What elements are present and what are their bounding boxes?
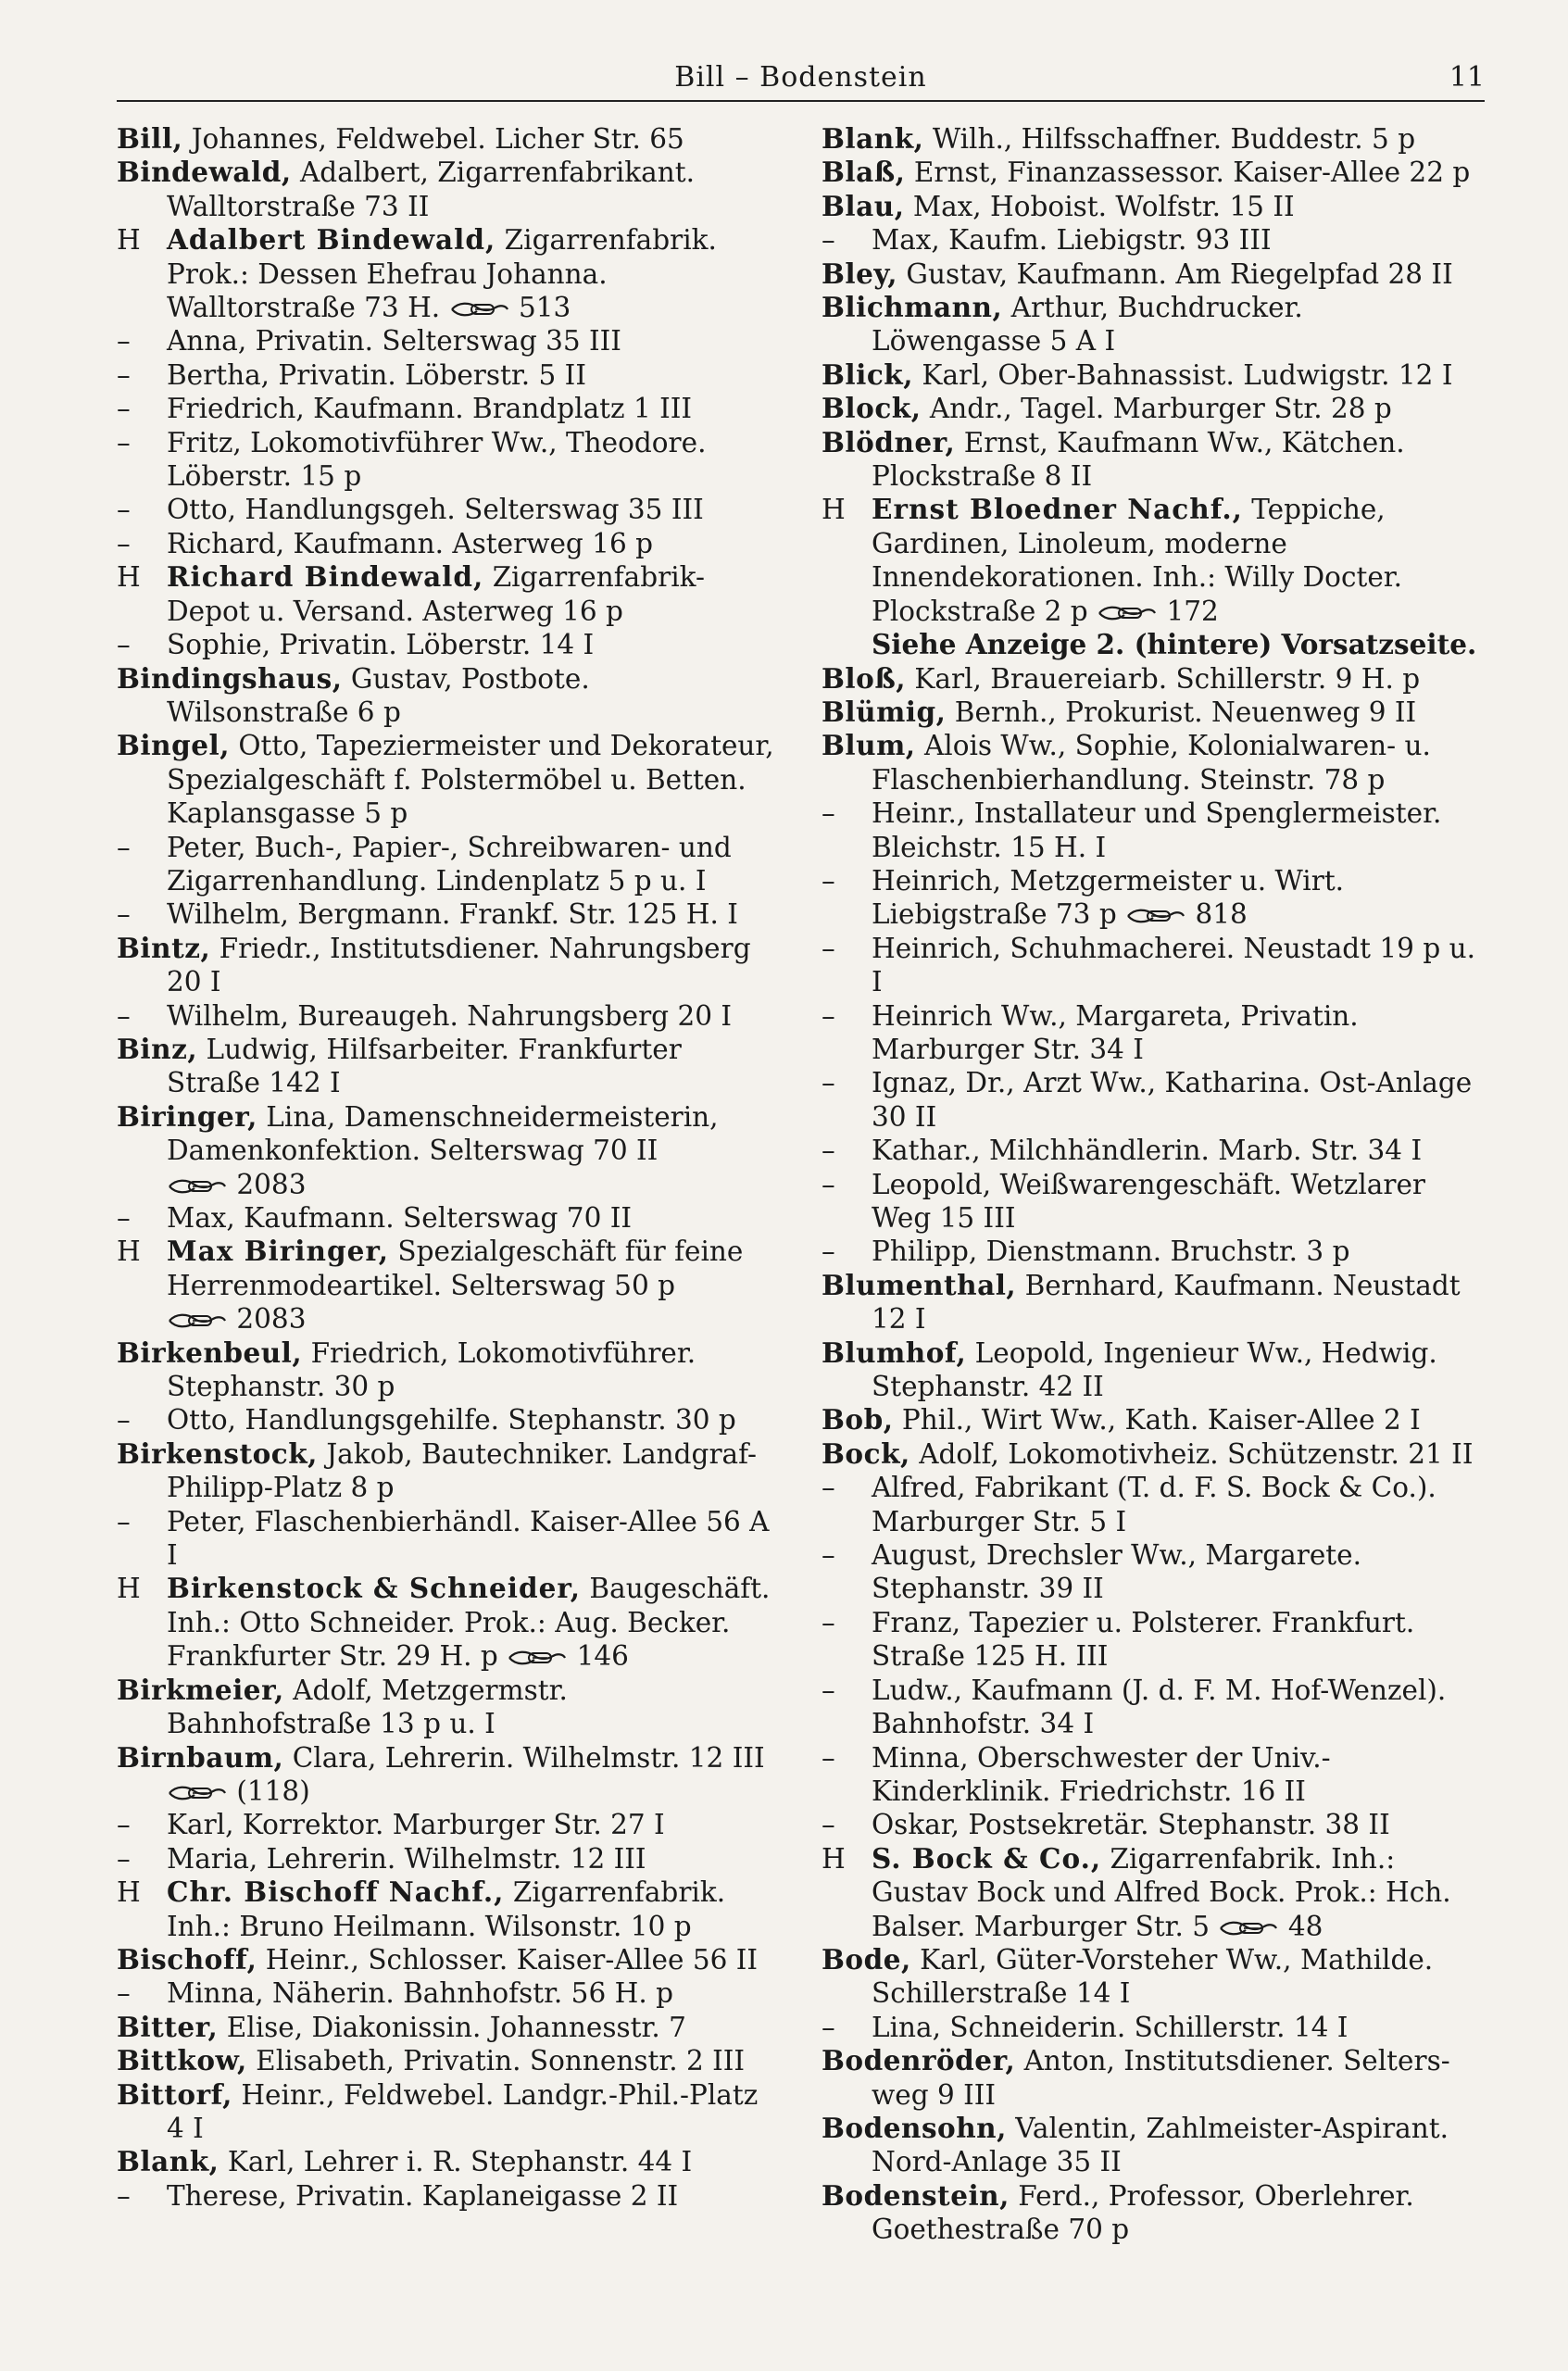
- entry-surname: Bob,: [822, 1403, 894, 1436]
- entry-details: Kathar., Milchhändlerin. Marb. Str. 34 I: [872, 1135, 1423, 1167]
- directory-entry: [822, 1437, 1481, 1471]
- entry-dash: –: [117, 358, 131, 391]
- directory-entry: [822, 156, 1481, 189]
- entry-details: Spezialgeschäft für feine Herrenmodeartikel. Selterswag 50 p: [167, 1236, 744, 1301]
- phone-number: (118): [236, 1775, 310, 1807]
- firm-register-marker: H: [117, 224, 141, 257]
- entry-details: Karl, Lehrer i. R. Stephanstr. 44 I: [227, 2146, 693, 2178]
- entry-surname: Blum,: [822, 729, 916, 762]
- entry-dash: –: [117, 898, 131, 931]
- entry-dash: –: [117, 999, 131, 1032]
- page-number: 11: [1449, 61, 1485, 94]
- directory-entry: [822, 358, 1481, 392]
- directory-subentry: [117, 392, 776, 425]
- directory-subentry: [117, 1808, 776, 1841]
- entry-dash: –: [117, 629, 131, 661]
- entry-dash: –: [822, 864, 835, 897]
- entry-details: Philipp, Dienstmann. Bruchstr. 3 p: [872, 1236, 1350, 1268]
- directory-entry: [822, 1269, 1481, 1336]
- entry-surname: Bodenröder,: [822, 2044, 1016, 2077]
- entry-details: Friedr., Institutsdiener. Nahrungsberg 20 I: [167, 932, 751, 998]
- entry-surname: Bingel,: [117, 729, 230, 762]
- firm-name: Max Biringer,: [167, 1235, 390, 1268]
- telephone-icon: [1125, 907, 1186, 925]
- directory-entry: [822, 291, 1481, 358]
- directory-entry: [117, 122, 776, 156]
- entry-surname: Bodenstein,: [822, 2178, 1010, 2212]
- entry-details: Minna, Näherin. Bahnhofstr. 56 H. p: [167, 1977, 673, 2010]
- directory-entry: [117, 932, 776, 999]
- entry-details: Anna, Privatin. Selterswag 35 III: [167, 325, 621, 358]
- entry-details: Wilhelm, Bureaugeh. Nahrungsberg 20 I: [167, 999, 733, 1032]
- directory-entry: [822, 1403, 1481, 1436]
- entry-details: Friedrich, Kaufmann. Brandplatz 1 III: [167, 393, 693, 425]
- entry-details: Anton, Institutsdiener. Selters-weg 9 III: [872, 2045, 1450, 2111]
- entry-details: Zigarrenfabrik. Inh.: Bruno Heilmann. Wilsonstr. 10 p: [167, 1876, 726, 1942]
- entry-details: Leopold, Weißwarengeschäft. Wetzlarer Weg 15 III: [872, 1168, 1426, 1234]
- entry-dash: –: [822, 1539, 835, 1572]
- entry-surname: Block,: [822, 392, 922, 425]
- entry-details: Karl, Brauereiarb. Schillerstr. 9 H. p: [914, 662, 1421, 695]
- entry-details: Wilh., Hilfsschaffner. Buddestr. 5 p: [932, 123, 1416, 155]
- telephone-icon: [167, 1784, 228, 1802]
- firm-entry: [117, 1572, 776, 1673]
- directory-subentry: [117, 2179, 776, 2213]
- entry-details: Heinr., Feldwebel. Landgr.-Phil.-Platz 4 I: [167, 2078, 759, 2144]
- entry-details: Max, Kaufmann. Selterswag 70 II: [167, 1202, 633, 1234]
- directory-entry: [822, 2179, 1481, 2247]
- entry-details: Leopold, Ingenieur Ww., Hedwig. Stephanstr. 42 II: [872, 1336, 1437, 1403]
- entry-details: Fritz, Lokomotivführer Ww., Theodore. Löberstr. 15 p: [167, 426, 707, 493]
- firm-name: S. Bock & Co.,: [872, 1841, 1102, 1875]
- directory-subentry: [822, 797, 1481, 864]
- phone-number: 146: [576, 1640, 629, 1673]
- telephone-icon: [449, 300, 510, 319]
- entry-details: Lina, Damenschneidermeisterin, Damenkonfektion. Selterswag 70 II: [167, 1100, 719, 1167]
- entry-details: Alois Ww., Sophie, Kolonialwaren- u. Flaschenbierhandlung. Steinstr. 78 p: [872, 730, 1431, 796]
- left-column: [117, 122, 776, 2213]
- directory-subentry: [117, 831, 776, 898]
- entry-details: Karl, Ober-Bahnassist. Ludwigstr. 12 I: [922, 358, 1453, 391]
- entry-details: Andr., Tagel. Marburger Str. 28 p: [929, 393, 1392, 425]
- directory-entry: [117, 1674, 776, 1741]
- entry-details: Franz, Tapezier u. Polsterer. Frankfurt. Straße 125 H. III: [872, 1606, 1415, 1673]
- entry-details: Peter, Buch-, Papier-, Schreibwaren- und Zigarrenhandlung. Lindenplatz 5 p u. I: [167, 831, 732, 897]
- directory-entry: [822, 190, 1481, 223]
- entry-details: Zigarrenfabrik. Inh.: Gustav Bock und Alfred Bock. Prok.: Hch. Balser. Marburger Str. 5: [872, 1842, 1451, 1942]
- directory-entry: [822, 122, 1481, 156]
- entry-surname: Birkenstock,: [117, 1436, 318, 1470]
- directory-entry: [117, 2145, 776, 2178]
- directory-subentry: [822, 1168, 1481, 1236]
- entry-details: Gustav, Kaufmann. Am Riegelpfad 28 II: [906, 257, 1453, 290]
- entry-details: Heinrich, Schuhmacherei. Neustadt 19 p u. I: [872, 932, 1475, 998]
- entry-dash: –: [117, 1202, 131, 1234]
- entry-details: Teppiche, Gardinen, Linoleum, moderne Innendekorationen. Inh.: Willy Docter. Plockstraße 2 p: [872, 494, 1403, 627]
- directory-entry: [117, 1943, 776, 1976]
- phone-number: 2083: [236, 1303, 307, 1336]
- entry-dash: –: [117, 393, 131, 425]
- entry-surname: Bloß,: [822, 661, 906, 695]
- entry-details: Phil., Wirt Ww., Kath. Kaiser-Allee 2 I: [901, 1404, 1421, 1436]
- entry-dash: –: [117, 2179, 131, 2212]
- entry-dash: –: [822, 1135, 835, 1167]
- directory-entry: [117, 1741, 776, 1775]
- telephone-icon: [167, 1177, 228, 1196]
- entry-details: Adolf, Metzgermstr. Bahnhofstraße 13 p u. I: [167, 1674, 568, 1740]
- entry-surname: Blumhof,: [822, 1336, 967, 1369]
- entry-surname: Blank,: [822, 122, 924, 155]
- entry-surname: Bittorf,: [117, 2077, 232, 2111]
- phone-line: [117, 1302, 776, 1336]
- entry-details: Lina, Schneiderin. Schillerstr. 14 I: [872, 2011, 1348, 2043]
- entry-details: Oskar, Postsekretär. Stephanstr. 38 II: [872, 1809, 1390, 1841]
- telephone-icon: [1097, 604, 1158, 622]
- entry-details: Ignaz, Dr., Arzt Ww., Katharina. Ost-Anlage 30 II: [872, 1067, 1473, 1133]
- phone-number: 513: [518, 292, 571, 324]
- firm-register-marker: H: [822, 494, 846, 526]
- entry-surname: Bodensohn,: [822, 2111, 1007, 2144]
- entry-details: Bernh., Prokurist. Neuenweg 9 II: [954, 696, 1417, 728]
- directory-subentry: [822, 1066, 1481, 1134]
- directory-subentry: [822, 1741, 1481, 1809]
- entry-dash: –: [822, 1809, 835, 1841]
- right-column: [822, 122, 1481, 2247]
- entry-surname: Binz,: [117, 1032, 198, 1065]
- entry-details: Zigarrenfabrik-Depot u. Versand. Asterweg 16 p: [167, 561, 706, 627]
- directory-subentry: [117, 426, 776, 494]
- entry-dash: –: [822, 2011, 835, 2043]
- entry-details: Ernst, Finanzassessor. Kaiser-Allee 22 p: [913, 157, 1471, 189]
- entry-dash: –: [822, 1168, 835, 1200]
- directory-subentry: [822, 223, 1481, 257]
- directory-entry: [117, 156, 776, 223]
- entry-surname: Blumenthal,: [822, 1268, 1017, 1301]
- directory-subentry: [822, 1134, 1481, 1167]
- directory-entry: [117, 1033, 776, 1100]
- entry-details: Arthur, Buchdrucker. Löwengasse 5 A I: [872, 292, 1303, 358]
- entry-details: Sophie, Privatin. Löberstr. 14 I: [167, 629, 595, 661]
- directory-entry: [117, 2078, 776, 2146]
- firm-entry: [117, 560, 776, 628]
- entry-details: Heinr., Schlosser. Kaiser-Allee 56 II: [265, 1943, 759, 1976]
- entry-surname: Bock,: [822, 1436, 910, 1470]
- entry-details: Jakob, Bautechniker. Landgraf-Philipp-Platz 8 p: [167, 1437, 757, 1504]
- entry-details: Heinrich Ww., Margareta, Privatin. Marburger Str. 34 I: [872, 999, 1359, 1065]
- directory-subentry: [822, 932, 1481, 999]
- firm-entry: [117, 1875, 776, 1943]
- entry-dash: –: [117, 1505, 131, 1537]
- directory-subentry: [117, 493, 776, 526]
- telephone-icon: [507, 1649, 568, 1667]
- entry-dash: –: [822, 1472, 835, 1504]
- entry-details: Maria, Lehrerin. Wilhelmstr. 12 III: [167, 1842, 646, 1875]
- entry-surname: Bintz,: [117, 931, 211, 964]
- entry-details: Ludwig, Hilfsarbeiter. Frankfurter Straße 142 I: [167, 1033, 682, 1099]
- entry-details: Heinrich, Metzgermeister u. Wirt. Liebigstraße 73 p: [872, 864, 1345, 931]
- directory-entry: [822, 696, 1481, 729]
- firm-register-marker: H: [117, 561, 141, 594]
- entry-dash: –: [117, 1809, 131, 1841]
- entry-details: Richard, Kaufmann. Asterweg 16 p: [167, 527, 653, 559]
- entry-dash: –: [117, 831, 131, 863]
- entry-dash: –: [822, 1674, 835, 1706]
- entry-details: Adolf, Lokomotivheiz. Schützenstr. 21 II: [919, 1437, 1474, 1470]
- directory-subentry: [117, 628, 776, 661]
- directory-subentry: [822, 999, 1481, 1067]
- directory-entry: [822, 257, 1481, 291]
- entry-dash: –: [117, 1842, 131, 1875]
- entry-details: Minna, Oberschwester der Univ.-Kinderklinik. Friedrichstr. 16 II: [872, 1741, 1331, 1807]
- directory-entry: [822, 1336, 1481, 1404]
- directory-subentry: [822, 1471, 1481, 1538]
- telephone-icon: [1218, 1919, 1279, 1938]
- entry-details: Adalbert, Zigarrenfabrikant. Walltorstraße 73 II: [167, 157, 695, 222]
- entry-surname: Bindewald,: [117, 156, 292, 189]
- entry-surname: Bode,: [822, 1942, 911, 1976]
- entry-surname: Bindingshaus,: [117, 661, 343, 695]
- directory-subentry: [822, 1538, 1481, 1606]
- entry-details: Elise, Diakonissin. Johannesstr. 7: [226, 2011, 686, 2043]
- directory-subentry: [117, 527, 776, 560]
- phone-number: 172: [1166, 595, 1219, 627]
- entry-surname: Birkenbeul,: [117, 1336, 303, 1369]
- directory-subentry: [117, 324, 776, 358]
- entry-details: Karl, Korrektor. Marburger Str. 27 I: [167, 1809, 665, 1841]
- directory-entry: [117, 729, 776, 830]
- entry-details: Elisabeth, Privatin. Sonnenstr. 2 III: [256, 2045, 746, 2077]
- entry-surname: Blank,: [117, 2145, 220, 2178]
- firm-register-marker: H: [117, 1876, 141, 1909]
- directory-subentry: [822, 2011, 1481, 2044]
- directory-entry: [822, 729, 1481, 797]
- entry-details: Heinr., Installateur und Spenglermeister. Bleichstr. 15 H. I: [872, 797, 1442, 863]
- entry-dash: –: [822, 224, 835, 257]
- entry-dash: –: [117, 426, 131, 458]
- directory-subentry: [117, 1403, 776, 1436]
- entry-surname: Bischoff,: [117, 1942, 257, 1976]
- entry-details: Valentin, Zahlmeister-Aspirant. Nord-Anlage 35 II: [872, 2112, 1449, 2178]
- directory-entry: [822, 662, 1481, 696]
- entry-surname: Bittkow,: [117, 2044, 247, 2077]
- entry-details: Karl, Güter-Vorsteher Ww., Mathilde. Schillerstraße 14 I: [872, 1943, 1434, 2010]
- firm-entry: [822, 493, 1481, 628]
- directory-entry: [822, 426, 1481, 494]
- directory-subentry: [822, 864, 1481, 932]
- directory-subentry: [117, 1201, 776, 1235]
- firm-entry: [117, 223, 776, 324]
- entry-surname: Bley,: [822, 257, 897, 290]
- firm-name: Richard Bindewald,: [167, 560, 484, 594]
- directory-subentry: [822, 1606, 1481, 1674]
- entry-details: Otto, Tapeziermeister und Dekorateur, Spezialgeschäft f. Polstermöbel u. Betten. Kaplansgasse 5 p: [167, 730, 774, 830]
- entry-surname: Blümig,: [822, 695, 947, 728]
- firm-name: Birkenstock & Schneider,: [167, 1572, 582, 1605]
- entry-details: Wilhelm, Bergmann. Frankf. Str. 125 H. I: [167, 898, 738, 931]
- entry-dash: –: [117, 527, 131, 559]
- firm-entry: [822, 1842, 1481, 1943]
- entry-dash: –: [822, 1067, 835, 1099]
- entry-details: Baugeschäft. Inh.: Otto Schneider. Prok.: Aug. Becker. Frankfurter Str. 29 H. p: [167, 1573, 771, 1673]
- directory-subentry: [822, 1674, 1481, 1741]
- entry-dash: –: [117, 325, 131, 358]
- entry-dash: –: [117, 1977, 131, 2010]
- directory-entry: [822, 392, 1481, 425]
- directory-entry: [822, 2044, 1481, 2112]
- entry-details: Johannes, Feldwebel. Licher Str. 65: [191, 123, 684, 155]
- entry-dash: –: [822, 1236, 835, 1268]
- firm-register-marker: H: [117, 1573, 141, 1605]
- entry-dash: –: [822, 999, 835, 1032]
- directory-entry: [117, 2044, 776, 2077]
- directory-subentry: [117, 1505, 776, 1573]
- phone-line: [117, 1168, 776, 1201]
- entry-dash: –: [117, 1404, 131, 1436]
- entry-surname: Blichmann,: [822, 291, 1003, 324]
- entry-details: Zigarrenfabrik. Prok.: Dessen Ehefrau Johanna. Walltorstraße 73 H.: [167, 224, 717, 324]
- directory-subentry: [117, 1842, 776, 1875]
- phone-number: 2083: [236, 1168, 307, 1200]
- entry-details: Alfred, Fabrikant (T. d. F. S. Bock & Co.). Marburger Str. 5 I: [872, 1472, 1436, 1537]
- phone-number: 48: [1287, 1910, 1323, 1942]
- entry-details: Bernhard, Kaufmann. Neustadt 12 I: [872, 1269, 1461, 1336]
- entry-details: Friedrich, Lokomotivführer. Stephanstr. 30 p: [167, 1336, 696, 1403]
- entry-details: Bertha, Privatin. Löberstr. 5 II: [167, 358, 586, 391]
- notice-text: Siehe Anzeige 2. (hintere) Vorsatzseite.: [872, 628, 1477, 661]
- entry-details: Ludw., Kaufmann (J. d. F. M. Hof-Wenzel). Bahnhofstr. 34 I: [872, 1674, 1447, 1740]
- directory-subentry: [117, 1976, 776, 2010]
- entry-details: Otto, Handlungsgeh. Selterswag 35 III: [167, 494, 704, 526]
- directory-subentry: [822, 1235, 1481, 1268]
- directory-subentry: [822, 1808, 1481, 1841]
- firm-name: Ernst Bloedner Nachf.,: [872, 493, 1243, 526]
- entry-details: Ernst, Kaufmann Ww., Kätchen. Plockstraße 8 II: [872, 426, 1405, 493]
- entry-details: August, Drechsler Ww., Margarete. Stephanstr. 39 II: [872, 1539, 1361, 1605]
- entry-details: Max, Hoboist. Wolfstr. 15 II: [912, 190, 1295, 222]
- directory-subentry: [117, 999, 776, 1033]
- directory-entry: [117, 1437, 776, 1505]
- entry-surname: Blödner,: [822, 425, 956, 458]
- entry-details: Max, Kaufm. Liebigstr. 93 III: [872, 224, 1272, 257]
- page-title: Bill – Bodenstein: [674, 61, 927, 94]
- directory-entry: [822, 1943, 1481, 2011]
- firm-entry: [117, 1235, 776, 1302]
- entry-dash: –: [117, 494, 131, 526]
- directory-subentry: [117, 897, 776, 931]
- entry-surname: Bill,: [117, 122, 183, 155]
- entry-surname: Bitter,: [117, 2010, 219, 2043]
- entry-dash: –: [822, 932, 835, 964]
- directory-entry: [117, 662, 776, 730]
- directory-subentry: [117, 358, 776, 392]
- directory-entry: [117, 1336, 776, 1404]
- entry-surname: Biringer,: [117, 1099, 257, 1133]
- entry-surname: Birnbaum,: [117, 1740, 284, 1774]
- entry-details: Otto, Handlungsgehilfe. Stephanstr. 30 p: [167, 1404, 736, 1436]
- entry-details: Ferd., Professor, Oberlehrer. Goethestraße 70 p: [872, 2179, 1414, 2246]
- directory-entry: [117, 1100, 776, 1168]
- entry-surname: Birkmeier,: [117, 1673, 284, 1706]
- advertisement-notice: [822, 628, 1481, 661]
- entry-dash: –: [822, 1606, 835, 1638]
- directory-entry: [117, 2011, 776, 2044]
- telephone-icon: [167, 1311, 228, 1330]
- entry-surname: Blau,: [822, 189, 905, 222]
- entry-dash: –: [822, 1741, 835, 1774]
- firm-name: Adalbert Bindewald,: [167, 223, 496, 257]
- entry-details: Clara, Lehrerin. Wilhelmstr. 12 III: [292, 1741, 765, 1774]
- entry-surname: Blick,: [822, 358, 914, 391]
- entry-details: Gustav, Postbote. Wilsonstraße 6 p: [167, 662, 590, 728]
- phone-line: [117, 1775, 776, 1808]
- entry-details: Peter, Flaschenbierhändl. Kaiser-Allee 56 A I: [167, 1505, 770, 1572]
- firm-register-marker: H: [117, 1236, 141, 1268]
- page-header: [117, 57, 1485, 102]
- entry-dash: –: [822, 797, 835, 830]
- directory-entry: [822, 2112, 1481, 2179]
- entry-surname: Blaß,: [822, 156, 906, 189]
- firm-register-marker: H: [822, 1842, 846, 1875]
- entry-details: Therese, Privatin. Kaplaneigasse 2 II: [167, 2179, 679, 2212]
- phone-number: 818: [1195, 898, 1248, 931]
- firm-name: Chr. Bischoff Nachf.,: [167, 1875, 505, 1909]
